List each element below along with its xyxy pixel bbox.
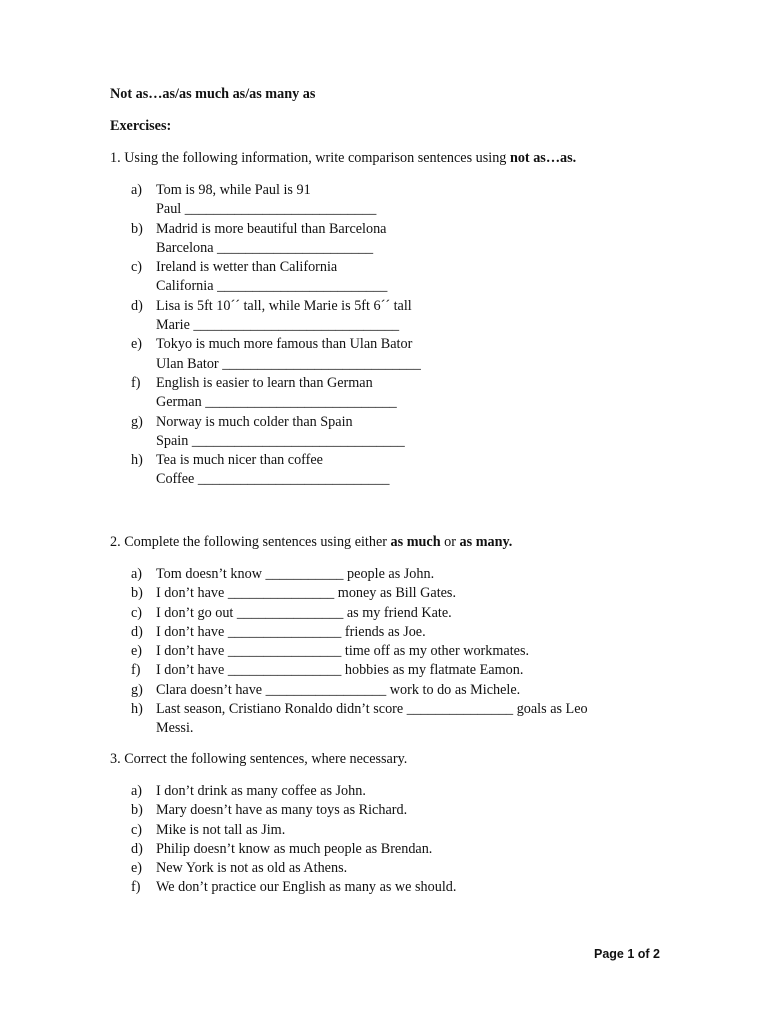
q3-item-d: d) Philip doesn’t know as much people as Brendan. [131, 840, 433, 857]
q1-item-h: h) Tea is much nicer than coffee Coffee ___________________________ [131, 451, 421, 490]
question-2-heading: 2. Complete the following sentences using either as much or as many. [110, 534, 513, 550]
question-1-list [131, 181, 421, 490]
q1-item-d: d) Lisa is 5ft 10´´ tall, while Marie is 5ft 6´´ tall Marie _____________________________ [131, 297, 421, 336]
question-1-heading: 1. Using the following information, write comparison sentences using not as…as. [110, 150, 577, 166]
q3-item-f: f) We don’t practice our English as many as we should. [131, 879, 457, 896]
q2-item-a: a) Tom doesn’t know ___________ people as John. [131, 566, 435, 582]
q2-item-e: e) I don’t have ________________ time off as my other workmates. [131, 643, 530, 660]
q3-item-c: c) Mike is not tall as Jim. [131, 821, 286, 838]
q1-item-e: e) Tokyo is much more famous than Ulan Bator Ulan Bator ____________________________ [131, 335, 421, 374]
q1-item-f: f) English is easier to learn than German German ___________________________ [131, 374, 421, 413]
answer-line: German ___________________________ [156, 394, 397, 411]
question-2-list [131, 565, 588, 739]
answer-line: Ulan Bator ____________________________ [156, 355, 421, 372]
q2-item-b: b) I don’t have _______________ money as Bill Gates. [131, 585, 457, 602]
q1-item-g: g) Norway is much colder than Spain Spain ______________________________ [131, 413, 421, 452]
exercises-heading: Exercises: [110, 118, 172, 134]
q3-item-a: a) I don’t drink as many coffee as John. [131, 783, 366, 799]
q3-item-e: e) New York is not as old as Athens. [131, 860, 348, 877]
q3-item-b: b) Mary doesn’t have as many toys as Richard. [131, 802, 408, 819]
q1-item-a: a) Tom is 98, while Paul is 91 Paul ___________________________ [131, 181, 421, 220]
answer-line: Barcelona ______________________ [156, 239, 374, 256]
worksheet-title: Not as…as/as much as/as many as [110, 86, 316, 102]
q2-item-f: f) I don’t have ________________ hobbies as my flatmate Eamon. [131, 662, 524, 679]
q2-item-d: d) I don’t have ________________ friends as Joe. [131, 623, 426, 640]
q1-item-c: c) Ireland is wetter than California California ________________________ [131, 258, 421, 297]
question-3-heading: 3. Correct the following sentences, where necessary. [110, 751, 408, 767]
question-3-list [131, 782, 456, 898]
q2-item-c: c) I don’t go out _______________ as my friend Kate. [131, 604, 452, 621]
answer-line: Paul ___________________________ [156, 201, 377, 218]
q1-item-b: b) Madrid is more beautiful than Barcelona Barcelona ______________________ [131, 220, 421, 259]
answer-line: Spain ______________________________ [156, 432, 405, 449]
q2-item-g: g) Clara doesn’t have _________________ work to do as Michele. [131, 681, 521, 698]
answer-line: California ________________________ [156, 278, 388, 295]
q2-item-h: h) Last season, Cristiano Ronaldo didn’t score _______________ goals as Leo Messi. [131, 701, 588, 737]
page-number: Page 1 of 2 [594, 947, 660, 961]
answer-line: Coffee ___________________________ [156, 471, 390, 488]
answer-line: Marie _____________________________ [156, 317, 400, 334]
